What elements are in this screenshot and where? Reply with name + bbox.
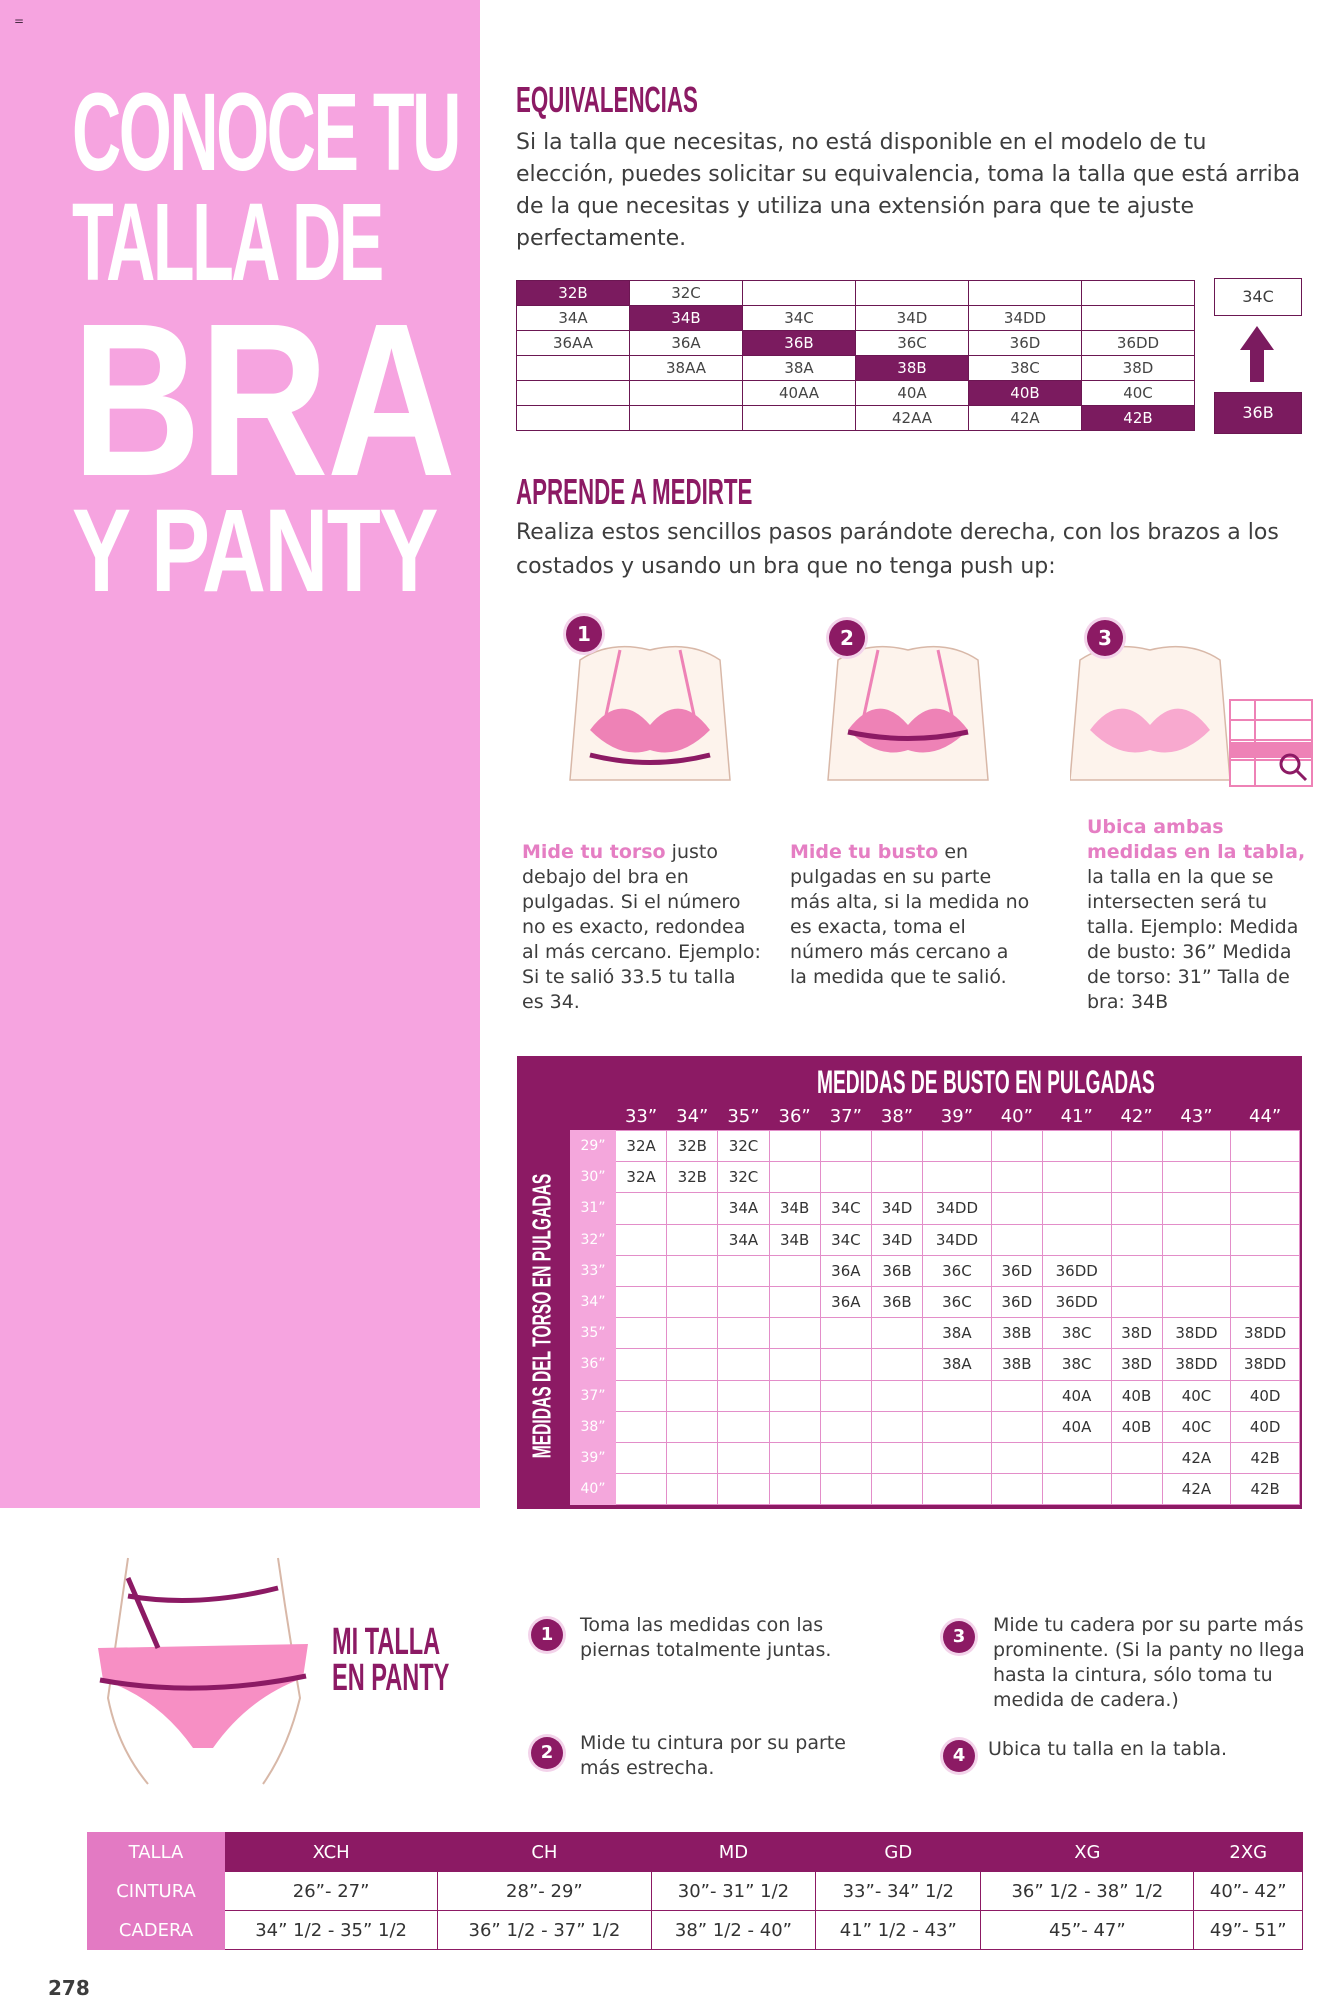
bust-size-cell xyxy=(667,1286,718,1317)
aprende-text: Realiza estos sencillos pasos parándote derecha, con los brazos a los costados y usando un bra que no tenga push up: xyxy=(516,520,1279,579)
equiv-cell xyxy=(630,406,743,431)
bust-size-cell xyxy=(667,1380,718,1411)
step-3-badge: 3 xyxy=(1087,620,1123,656)
step-2-rest: en pulgadas en su parte más alta, si la medida no es exacta, toma el número más cercano a la medida que te salió. xyxy=(790,841,1030,988)
bust-size-cell: 38C xyxy=(1042,1349,1111,1380)
bust-size-cell xyxy=(820,1442,871,1473)
bust-size-cell: 40D xyxy=(1231,1411,1300,1442)
bust-size-cell xyxy=(820,1162,871,1193)
torso-row-header: 33” xyxy=(571,1255,616,1286)
bust-size-cell xyxy=(991,1224,1042,1255)
bust-table-row xyxy=(571,1224,1300,1255)
bust-size-cell: 38DD xyxy=(1162,1318,1231,1349)
equiv-cell: 34C xyxy=(743,306,856,331)
step-2-text xyxy=(790,840,1030,990)
aprende-title: APRENDE A MEDIRTE xyxy=(516,471,753,512)
bust-size-cell: 40C xyxy=(1162,1411,1231,1442)
bust-size-cell xyxy=(991,1162,1042,1193)
equiv-cell: 40AA xyxy=(743,381,856,406)
equiv-cell: 42A xyxy=(969,406,1082,431)
equiv-row xyxy=(517,356,1195,381)
panty-cell-sizes: GD xyxy=(816,1833,981,1872)
bust-size-cell: 34C xyxy=(820,1193,871,1224)
equiv-cell: 32B xyxy=(517,281,630,306)
bust-column-header: 37” xyxy=(829,1105,862,1127)
bust-size-cell: 42A xyxy=(1162,1442,1231,1473)
bust-size-cell xyxy=(1042,1474,1111,1505)
equiv-cell: 34D xyxy=(856,306,969,331)
bust-size-cell xyxy=(667,1255,718,1286)
bust-size-cell xyxy=(769,1318,820,1349)
panty-cell-sizes: MD xyxy=(651,1833,816,1872)
bust-table-row xyxy=(571,1286,1300,1317)
torso-axis-title: MEDIDAS DEL TORSO EN PULGADAS xyxy=(526,1173,557,1459)
bust-size-cell: 42B xyxy=(1231,1442,1300,1473)
equiv-cell: 34B xyxy=(630,306,743,331)
panty-cell-cintura: 40”- 42” xyxy=(1194,1872,1303,1911)
torso-row-header: 36” xyxy=(571,1349,616,1380)
bust-size-cell xyxy=(923,1131,992,1162)
equiv-cell xyxy=(1082,281,1195,306)
bust-table-row xyxy=(571,1380,1300,1411)
equiv-cell: 36A xyxy=(630,331,743,356)
bust-table-row xyxy=(571,1442,1300,1473)
equiv-cell xyxy=(856,281,969,306)
bust-size-cell: 36C xyxy=(923,1286,992,1317)
bust-size-cell xyxy=(616,1318,667,1349)
bust-size-cell xyxy=(769,1411,820,1442)
bust-size-cell xyxy=(923,1474,992,1505)
bust-size-cell: 32C xyxy=(718,1162,769,1193)
bust-size-cell: 38A xyxy=(923,1349,992,1380)
bust-size-cell xyxy=(616,1474,667,1505)
bust-size-cell xyxy=(616,1442,667,1473)
equiv-cell: 36B xyxy=(743,331,856,356)
panty-title-line-1: MI TALLA xyxy=(332,1621,441,1663)
equiv-cell: 38D xyxy=(1082,356,1195,381)
bust-size-cell xyxy=(820,1131,871,1162)
bust-size-cell xyxy=(769,1474,820,1505)
equiv-cell: 36C xyxy=(856,331,969,356)
bust-size-cell xyxy=(871,1131,922,1162)
bust-size-cell xyxy=(718,1474,769,1505)
bust-size-cell xyxy=(1111,1474,1162,1505)
torso-row-header: 40” xyxy=(571,1474,616,1505)
bust-size-cell xyxy=(616,1193,667,1224)
bust-size-cell: 38A xyxy=(923,1318,992,1349)
step-1-text xyxy=(522,840,762,1015)
bust-size-cell: 36B xyxy=(871,1286,922,1317)
arrow-up-icon xyxy=(1236,324,1278,384)
page-number: 278 xyxy=(48,1976,90,2000)
bust-size-chart xyxy=(517,1056,1302,1509)
bust-column-header: 38” xyxy=(880,1105,914,1127)
bust-size-cell xyxy=(718,1255,769,1286)
bust-column-header: 33” xyxy=(624,1105,658,1127)
bust-size-cell xyxy=(1042,1193,1111,1224)
bust-table-row xyxy=(571,1411,1300,1442)
bust-size-cell: 40C xyxy=(1162,1380,1231,1411)
bust-table-row xyxy=(571,1193,1300,1224)
equiv-cell: 34A xyxy=(517,306,630,331)
bust-table-row xyxy=(571,1318,1300,1349)
bust-size-cell xyxy=(871,1162,922,1193)
bust-size-cell xyxy=(718,1286,769,1317)
bust-size-cell: 34A xyxy=(718,1224,769,1255)
bust-size-cell xyxy=(1111,1131,1162,1162)
example-bottom-size: 36B xyxy=(1214,392,1302,434)
bust-size-cell xyxy=(718,1318,769,1349)
bust-column-header: 34” xyxy=(676,1105,709,1127)
equiv-cell: 36D xyxy=(969,331,1082,356)
panty-cell-cintura: 36” 1/2 - 38” 1/2 xyxy=(981,1872,1194,1911)
bust-size-cell xyxy=(1162,1255,1231,1286)
panty-step-2-badge: 2 xyxy=(531,1737,563,1769)
step-1-badge: 1 xyxy=(566,616,602,652)
step-2-highlight: Mide tu busto xyxy=(790,841,939,863)
equiv-cell: 40A xyxy=(856,381,969,406)
bust-size-cell xyxy=(991,1380,1042,1411)
bust-size-cell: 34A xyxy=(718,1193,769,1224)
bust-size-cell xyxy=(769,1380,820,1411)
bust-size-cell xyxy=(769,1442,820,1473)
step-1-rest: justo debajo del bra en pulgadas. Si el número no es exacto, redondea al más cercano. Ejemplo: Si te salió 33.5 tu talla es 34. xyxy=(522,841,761,1013)
bust-column-header: 43” xyxy=(1180,1105,1213,1127)
equiv-cell xyxy=(517,356,630,381)
bust-size-cell xyxy=(769,1162,820,1193)
equiv-cell: 36AA xyxy=(517,331,630,356)
torso-row-header: 30” xyxy=(571,1162,616,1193)
bust-size-cell xyxy=(1042,1442,1111,1473)
bust-size-cell xyxy=(871,1474,922,1505)
bust-size-cell xyxy=(1162,1193,1231,1224)
bust-size-cell xyxy=(1162,1286,1231,1317)
bust-size-cell xyxy=(616,1224,667,1255)
bust-size-cell xyxy=(1042,1162,1111,1193)
bust-size-cell xyxy=(923,1411,992,1442)
panty-cell-sizes: 2XG xyxy=(1194,1833,1303,1872)
bust-size-cell: 36D xyxy=(991,1255,1042,1286)
bust-size-cell xyxy=(769,1255,820,1286)
bust-size-cell: 36A xyxy=(820,1255,871,1286)
bust-size-cell xyxy=(1231,1224,1300,1255)
panty-label-cadera: CADERA xyxy=(88,1911,225,1950)
panty-cell-sizes: XCH xyxy=(225,1833,438,1872)
bust-size-cell xyxy=(820,1411,871,1442)
bust-size-cell xyxy=(616,1380,667,1411)
bust-size-cell xyxy=(1111,1224,1162,1255)
bust-size-cell: 38DD xyxy=(1231,1318,1300,1349)
bust-size-cell xyxy=(871,1442,922,1473)
bust-size-cell xyxy=(718,1411,769,1442)
panty-cell-cintura: 26”- 27” xyxy=(225,1872,438,1911)
bust-size-cell xyxy=(1111,1286,1162,1317)
bust-size-cell xyxy=(1231,1162,1300,1193)
panty-size-table xyxy=(87,1832,1303,1950)
bust-table-row xyxy=(571,1255,1300,1286)
bust-table-row xyxy=(571,1474,1300,1505)
bust-column-header: 36” xyxy=(778,1105,811,1127)
bust-size-cell: 32B xyxy=(667,1131,718,1162)
equiv-cell: 38A xyxy=(743,356,856,381)
bust-size-cell: 36B xyxy=(871,1255,922,1286)
bust-size-cell xyxy=(616,1349,667,1380)
bust-size-cell xyxy=(667,1349,718,1380)
bust-size-cell: 40B xyxy=(1111,1380,1162,1411)
bust-size-cell: 34D xyxy=(871,1224,922,1255)
torso-row-header: 38” xyxy=(571,1411,616,1442)
bust-size-cell xyxy=(1162,1131,1231,1162)
panty-label-talla: TALLA xyxy=(88,1833,225,1872)
equiv-cell: 34DD xyxy=(969,306,1082,331)
bust-column-header: 40” xyxy=(1000,1105,1033,1127)
equiv-cell xyxy=(969,281,1082,306)
bust-size-cell: 34C xyxy=(820,1224,871,1255)
equiv-cell: 38AA xyxy=(630,356,743,381)
bust-size-cell: 40D xyxy=(1231,1380,1300,1411)
bust-size-cell: 38B xyxy=(991,1349,1042,1380)
bust-size-cell xyxy=(718,1380,769,1411)
menu-icon[interactable]: = xyxy=(14,14,25,28)
panty-title xyxy=(332,1621,450,1699)
step-2-badge: 2 xyxy=(829,620,865,656)
equiv-cell xyxy=(517,381,630,406)
equiv-cell: 42B xyxy=(1082,406,1195,431)
bust-size-cell: 34DD xyxy=(923,1193,992,1224)
equiv-cell: 40C xyxy=(1082,381,1195,406)
bust-size-cell xyxy=(871,1380,922,1411)
torso-axis-band xyxy=(517,1126,567,1506)
bust-size-cell xyxy=(923,1442,992,1473)
equiv-cell: 36DD xyxy=(1082,331,1195,356)
bust-size-cell xyxy=(923,1162,992,1193)
torso-row-header: 37” xyxy=(571,1380,616,1411)
panty-step-3-badge: 3 xyxy=(943,1621,975,1653)
bust-size-cell xyxy=(1111,1442,1162,1473)
bust-column-header: 44” xyxy=(1249,1105,1282,1127)
panty-measure-illustration xyxy=(88,1548,318,1788)
panty-step-1-badge: 1 xyxy=(531,1619,563,1651)
bust-size-cell xyxy=(991,1131,1042,1162)
bust-size-cell xyxy=(871,1318,922,1349)
bust-size-cell xyxy=(923,1380,992,1411)
equiv-cell: 38C xyxy=(969,356,1082,381)
bust-size-cell xyxy=(871,1411,922,1442)
hero-line-3: BRA xyxy=(72,279,455,522)
bust-table-row xyxy=(571,1162,1300,1193)
bust-size-cell: 40A xyxy=(1042,1380,1111,1411)
bust-size-cell: 34DD xyxy=(923,1224,992,1255)
equiv-cell: 38B xyxy=(856,356,969,381)
panty-cell-cadera: 41” 1/2 - 43” xyxy=(816,1911,981,1950)
bust-size-cell xyxy=(1231,1286,1300,1317)
bust-size-cell xyxy=(718,1442,769,1473)
bust-size-cell xyxy=(820,1318,871,1349)
bust-size-cell xyxy=(1231,1255,1300,1286)
hero-line-1: CONOCE TU xyxy=(72,71,459,194)
bust-size-cell: 32C xyxy=(718,1131,769,1162)
panty-cell-cintura: 30”- 31” 1/2 xyxy=(651,1872,816,1911)
bust-size-cell xyxy=(616,1411,667,1442)
bust-size-cell xyxy=(667,1318,718,1349)
bust-size-cell xyxy=(991,1474,1042,1505)
bust-size-cell: 40B xyxy=(1111,1411,1162,1442)
bust-size-cell xyxy=(991,1193,1042,1224)
bust-size-cell: 40A xyxy=(1042,1411,1111,1442)
bust-column-header: 39” xyxy=(940,1105,974,1127)
bust-size-cell xyxy=(667,1224,718,1255)
equivalencias-table xyxy=(516,280,1195,431)
bust-size-cell: 38B xyxy=(991,1318,1042,1349)
panty-cell-sizes: CH xyxy=(438,1833,651,1872)
panty-cell-cadera: 36” 1/2 - 37” 1/2 xyxy=(438,1911,651,1950)
bust-size-cell xyxy=(1042,1224,1111,1255)
bust-size-cell xyxy=(1231,1131,1300,1162)
bust-size-cell xyxy=(718,1349,769,1380)
step-3-text xyxy=(1087,815,1309,1015)
panty-cell-cadera: 45”- 47” xyxy=(981,1911,1194,1950)
equiv-row xyxy=(517,331,1195,356)
bust-column-header: 42” xyxy=(1120,1105,1153,1127)
torso-row-header: 34” xyxy=(571,1286,616,1317)
bust-size-cell xyxy=(1231,1193,1300,1224)
panty-step-4-text: Ubica tu talla en la tabla. xyxy=(988,1738,1228,1760)
bust-size-cell: 38DD xyxy=(1231,1349,1300,1380)
panty-cell-cadera: 38” 1/2 - 40” xyxy=(651,1911,816,1950)
step-3-rest: la talla en la que se intersecten será tu talla. Ejemplo: Medida de busto: 36” Medida de torso: 31” Talla de bra: 34B xyxy=(1087,866,1299,1013)
bust-size-cell xyxy=(769,1131,820,1162)
panty-step-3-text: Mide tu cadera por su parte más prominente. (Si la panty no llega hasta la cintura, sólo toma tu medida de cadera.) xyxy=(993,1614,1305,1711)
equiv-cell xyxy=(630,381,743,406)
hero-line-4: Y PANTY xyxy=(72,485,437,617)
bust-size-cell xyxy=(1162,1224,1231,1255)
panty-cell-cintura: 28”- 29” xyxy=(438,1872,651,1911)
equiv-row xyxy=(517,381,1195,406)
torso-row-header: 31” xyxy=(571,1193,616,1224)
bust-size-cell: 42B xyxy=(1231,1474,1300,1505)
torso-row-header: 32” xyxy=(571,1224,616,1255)
bust-size-cell xyxy=(1111,1162,1162,1193)
bust-size-cell xyxy=(1111,1193,1162,1224)
bust-size-cell xyxy=(667,1442,718,1473)
equiv-cell xyxy=(1082,306,1195,331)
bust-size-cell: 38C xyxy=(1042,1318,1111,1349)
bust-size-cell xyxy=(820,1380,871,1411)
bust-table xyxy=(570,1102,1300,1505)
step-1-highlight: Mide tu torso xyxy=(522,841,666,863)
bust-size-cell xyxy=(667,1411,718,1442)
equiv-cell: 40B xyxy=(969,381,1082,406)
bust-size-cell xyxy=(769,1286,820,1317)
bust-size-cell: 32A xyxy=(616,1131,667,1162)
bust-size-cell: 32A xyxy=(616,1162,667,1193)
bust-size-cell xyxy=(1162,1162,1231,1193)
bust-size-cell xyxy=(1111,1255,1162,1286)
step-3-highlight: Ubica ambas medidas en la tabla, xyxy=(1087,816,1306,863)
equiv-cell: 42AA xyxy=(856,406,969,431)
panty-step-4-badge: 4 xyxy=(943,1740,975,1772)
bust-size-cell: 36C xyxy=(923,1255,992,1286)
hero-line-2: TALLA DE xyxy=(72,181,382,304)
equiv-row xyxy=(517,406,1195,431)
bust-table-row xyxy=(571,1349,1300,1380)
bust-table-row xyxy=(571,1131,1300,1162)
bust-size-cell xyxy=(991,1411,1042,1442)
bust-size-cell: 34B xyxy=(769,1224,820,1255)
bust-size-cell xyxy=(667,1474,718,1505)
equiv-cell xyxy=(517,406,630,431)
bust-size-cell xyxy=(991,1442,1042,1473)
bust-size-cell: 38D xyxy=(1111,1349,1162,1380)
equiv-cell xyxy=(743,281,856,306)
example-top-size: 34C xyxy=(1214,278,1302,316)
panty-title-line-2: EN PANTY xyxy=(332,1657,450,1699)
bust-column-header: 41” xyxy=(1060,1105,1093,1127)
bust-chart-title: MEDIDAS DE BUSTO EN PULGADAS xyxy=(817,1064,1155,1100)
equiv-cell: 32C xyxy=(630,281,743,306)
equivalencias-title: EQUIVALENCIAS xyxy=(516,79,698,120)
panty-label-cintura: CINTURA xyxy=(88,1872,225,1911)
equiv-row xyxy=(517,281,1195,306)
bust-size-cell xyxy=(871,1349,922,1380)
torso-row-header: 35” xyxy=(571,1318,616,1349)
bust-column-header: 35” xyxy=(727,1105,760,1127)
bust-size-cell xyxy=(1042,1131,1111,1162)
bust-size-cell: 34D xyxy=(871,1193,922,1224)
bust-size-cell xyxy=(616,1286,667,1317)
equiv-row xyxy=(517,306,1195,331)
bust-size-cell: 36DD xyxy=(1042,1255,1111,1286)
bust-size-cell: 36A xyxy=(820,1286,871,1317)
torso-row-header: 39” xyxy=(571,1442,616,1473)
bust-size-cell: 36D xyxy=(991,1286,1042,1317)
panty-step-1-text: Toma las medidas con las piernas totalmente juntas. xyxy=(580,1614,832,1661)
panty-cell-cadera: 49”- 51” xyxy=(1194,1911,1303,1950)
bust-size-cell xyxy=(820,1349,871,1380)
bust-size-cell xyxy=(667,1193,718,1224)
equiv-cell xyxy=(743,406,856,431)
panty-step-2-text: Mide tu cintura por su parte más estrecha. xyxy=(580,1732,846,1779)
bust-size-cell xyxy=(769,1349,820,1380)
bust-size-cell: 36DD xyxy=(1042,1286,1111,1317)
bust-size-cell xyxy=(820,1474,871,1505)
panty-cell-cadera: 34” 1/2 - 35” 1/2 xyxy=(225,1911,438,1950)
bust-size-cell: 38DD xyxy=(1162,1349,1231,1380)
bust-size-cell: 34B xyxy=(769,1193,820,1224)
panty-cell-cintura: 33”- 34” 1/2 xyxy=(816,1872,981,1911)
equivalencias-text: Si la talla que necesitas, no está disponible en el modelo de tu elección, puedes solicitar su equivalencia, toma la talla que está arriba de la que necesitas y utiliza una extensión para que te ajuste perfectamente. xyxy=(516,130,1301,251)
panty-cell-sizes: XG xyxy=(981,1833,1194,1872)
bust-size-cell: 32B xyxy=(667,1162,718,1193)
bust-size-cell xyxy=(616,1255,667,1286)
torso-row-header: 29” xyxy=(571,1131,616,1162)
bust-size-cell: 42A xyxy=(1162,1474,1231,1505)
bust-size-cell: 38D xyxy=(1111,1318,1162,1349)
